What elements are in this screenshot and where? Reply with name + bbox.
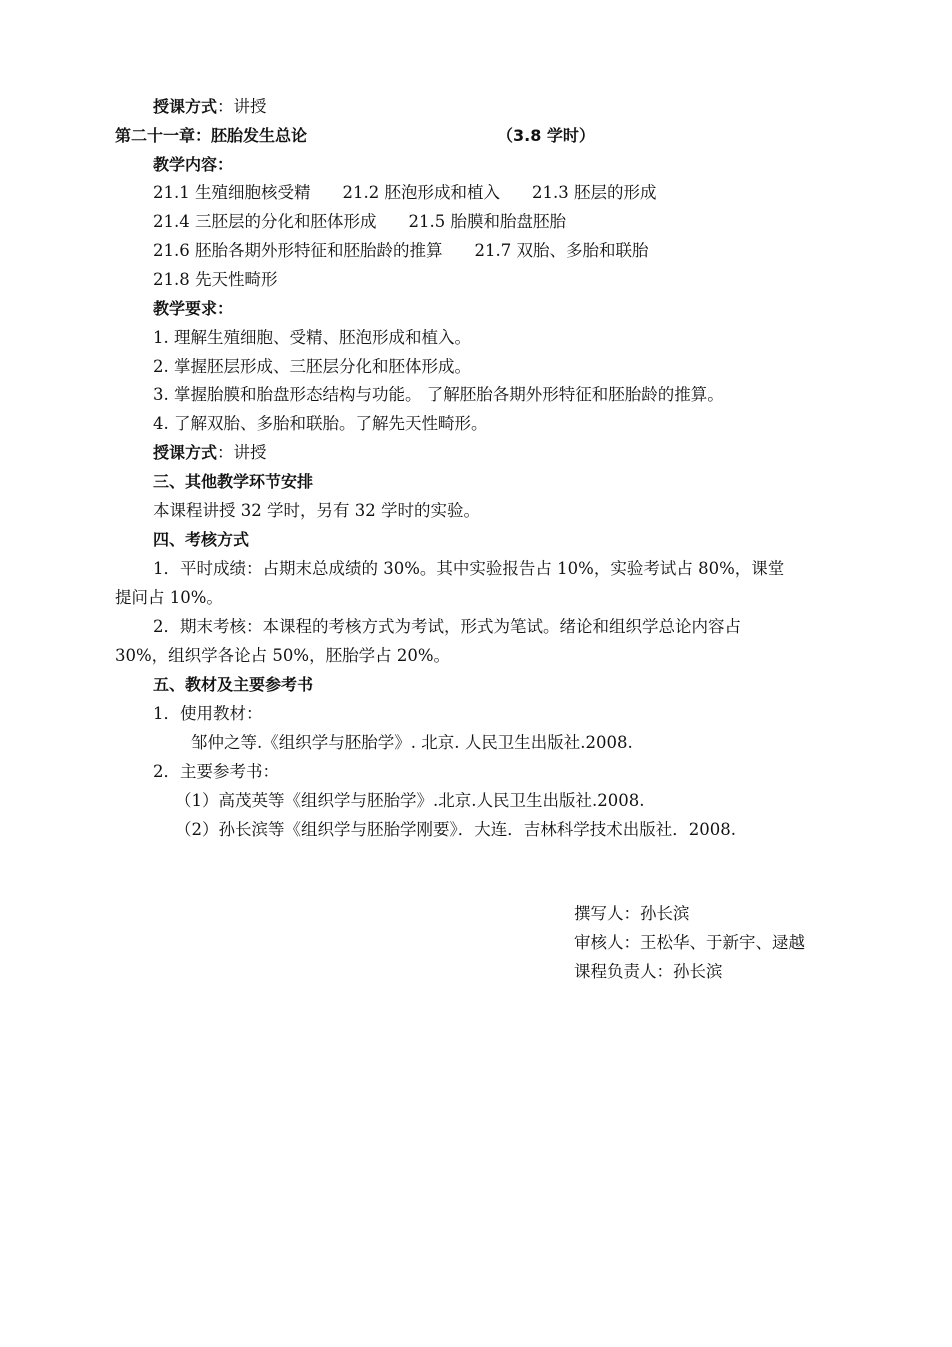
teaching-mode-value: 讲授 [233, 97, 267, 116]
references-label: 2．主要参考书： [153, 762, 279, 781]
teaching-mode-value: 讲授 [233, 443, 267, 462]
section-4-heading: 四、考核方式 [153, 530, 250, 549]
content-item: 21.3 胚层的形成 [531, 183, 657, 202]
content-heading: 教学内容： [153, 155, 234, 174]
section-3-heading: 三、其他教学环节安排 [153, 472, 314, 491]
content-item: 21.2 胚泡形成和植入 [342, 183, 500, 202]
requirement-item-3: 3. 掌握胎膜和胎盘形态结构与功能。 了解胚胎各期外形特征和胚胎龄的推算。 [153, 385, 724, 404]
content-item: 21.5 胎膜和胎盘胚胎 [408, 212, 566, 231]
requirement-item-2: 2. 掌握胚层形成、三胚层分化和胚体形成。 [153, 357, 471, 376]
teaching-mode-label: 授课方式 [153, 443, 218, 462]
reference-item-1: （1）高茂英等《组织学与胚胎学》.北京.人民卫生出版社.2008. [175, 791, 645, 810]
section-4-p1-line2: 提问占 10%。 [115, 588, 223, 607]
section-4-p1-line1: 1．平时成绩：占期末总成绩的 30%。其中实验报告占 10%，实验考试占 80%，课堂 [153, 559, 785, 578]
teaching-mode-line [153, 95, 267, 119]
requirements-heading: 教学要求： [153, 299, 234, 318]
requirement-item-4: 4. 了解双胎、多胎和联胎。了解先天性畸形。 [153, 414, 488, 433]
requirement-item-1: 1. 理解生殖细胞、受精、胚泡形成和植入。 [153, 328, 471, 347]
chapter-title: 第二十一章：胚胎发生总论 [115, 126, 308, 145]
section-3-text: 本课程讲授 32 学时，另有 32 学时的实验。 [153, 501, 480, 520]
textbook-label: 1．使用教材： [153, 704, 263, 723]
content-item: 21.4 三胚层的分化和胚体形成 [153, 212, 377, 231]
signature-author: 撰写人：孙长滨 [574, 904, 690, 923]
content-item: 21.1 生殖细胞核受精 [153, 183, 311, 202]
teaching-mode-label: 授课方式 [153, 97, 218, 116]
signature-reviewers: 审核人：王松华、于新宇、逯越 [574, 933, 805, 952]
content-line-3 [153, 239, 648, 263]
chapter-hours: （3.8 学时） [497, 126, 595, 145]
content-line-4 [153, 268, 277, 292]
reference-item-2: （2）孙长滨等《组织学与胚胎学刚要》．大连．吉林科学技术出版社．2008. [175, 820, 736, 839]
signature-owner: 课程负责人：孙长滨 [574, 962, 723, 981]
section-5-heading: 五、教材及主要参考书 [153, 675, 314, 694]
section-4-p2-line1: 2．期末考核：本课程的考核方式为考试，形式为笔试。绪论和组织学总论内容占 [153, 617, 741, 636]
content-item: 21.6 胚胎各期外形特征和胚胎龄的推算 [153, 241, 443, 260]
teaching-mode-colon: ： [217, 443, 234, 462]
teaching-mode-colon: ： [217, 97, 234, 116]
textbook-citation: 邹仲之等.《组织学与胚胎学》. 北京. 人民卫生出版社.2008. [191, 733, 633, 752]
content-line-1 [153, 181, 656, 205]
section-4-p2-line2: 30%，组织学各论占 50%，胚胎学占 20%。 [115, 646, 451, 665]
content-item: 21.8 先天性畸形 [153, 270, 278, 289]
content-line-2 [153, 210, 566, 234]
teaching-mode-line-2 [153, 441, 267, 465]
content-item: 21.7 双胎、多胎和联胎 [474, 241, 649, 260]
